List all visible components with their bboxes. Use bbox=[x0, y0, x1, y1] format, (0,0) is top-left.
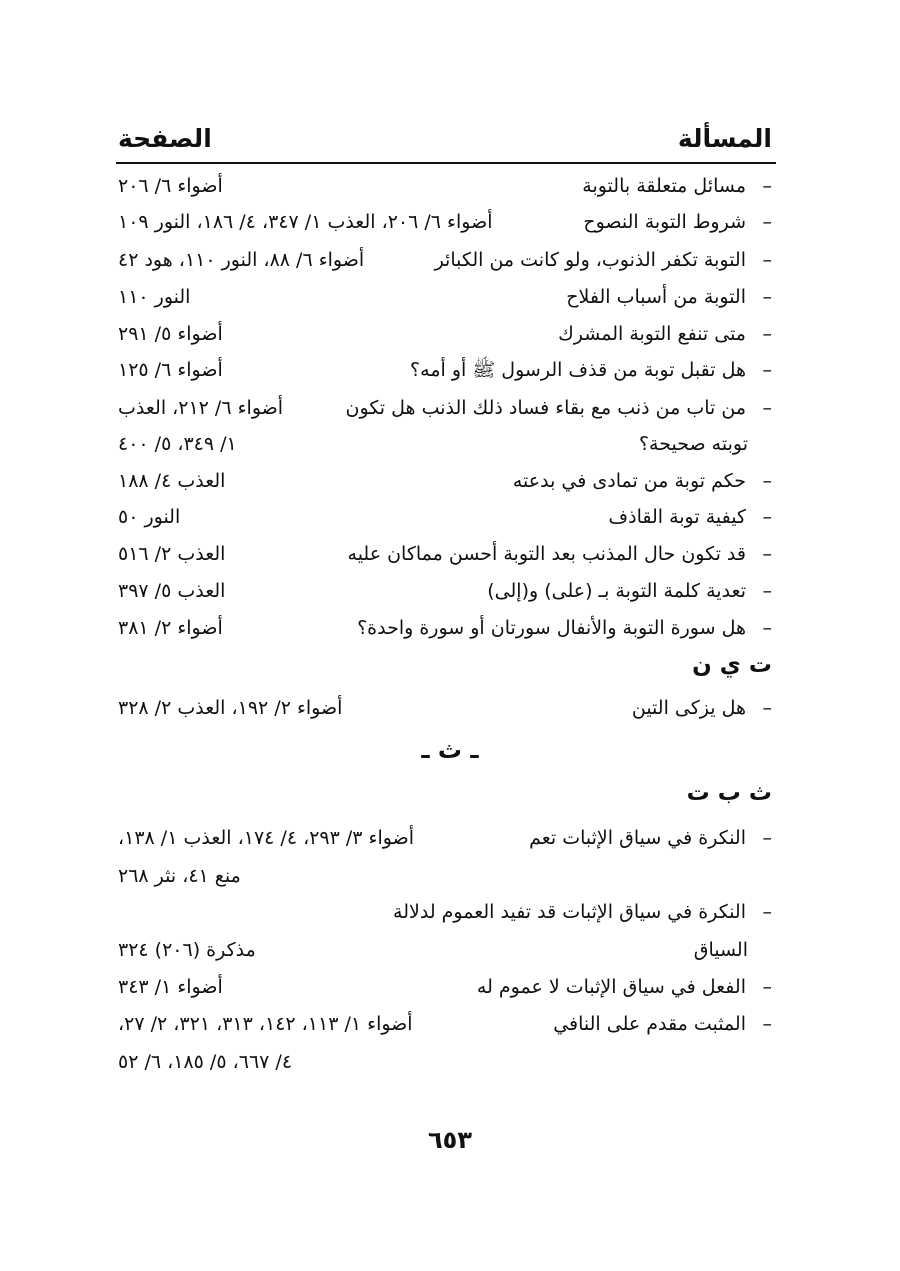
entry-question: –هل سورة التوبة والأنفال سورتان أو سورة واحدة؟ bbox=[357, 617, 772, 639]
entry-reference: أضواء ٦/ ٨٨، النور ١١٠، هود ٤٢ bbox=[118, 249, 365, 271]
section-heading-tin: ت ي ن bbox=[692, 652, 772, 678]
entry-question: –هل تقبل توبة من قذف الرسول ﷺ أو أمه؟ bbox=[410, 359, 772, 381]
entry-question-continuation: توبته صحيحة؟ bbox=[638, 433, 748, 455]
entry-reference: النور ٥٠ bbox=[118, 506, 181, 528]
entry-reference: أضواء ٥/ ٢٩١ bbox=[118, 323, 223, 345]
entry-question: –التوبة تكفر الذنوب، ولو كانت من الكبائر bbox=[434, 249, 772, 271]
entry-reference: أضواء ١/ ٣٤٣ bbox=[118, 976, 223, 998]
entry-reference: أضواء ٦/ ٢١٢، العذب bbox=[118, 397, 284, 419]
entry-reference: العذب ٤/ ١٨٨ bbox=[118, 470, 226, 492]
entry-question: –النكرة في سياق الإثبات قد تفيد العموم لدلالة bbox=[393, 901, 772, 923]
entry-reference: العذب ٢/ ٥١٦ bbox=[118, 543, 226, 565]
entry-reference: أضواء ٦/ ٢٠٦ bbox=[118, 175, 223, 197]
page-number: ٦٥٣ bbox=[428, 1126, 472, 1154]
entry-question: –النكرة في سياق الإثبات تعم bbox=[529, 827, 772, 849]
entry-reference: أضواء ٢/ ٣٨١ bbox=[118, 617, 223, 639]
entry-question-continuation: السياق bbox=[693, 939, 748, 961]
section-heading-thbt: ث ب ت bbox=[686, 780, 772, 806]
entry-question: –حكم توبة من تمادى في بدعته bbox=[512, 470, 772, 492]
entry-reference: العذب ٥/ ٣٩٧ bbox=[118, 580, 226, 602]
entry-reference-continuation: منع ٤١، نثر ٢٦٨ bbox=[118, 865, 241, 887]
entry-reference: أضواء ٦/ ١٢٥ bbox=[118, 359, 223, 381]
entry-question: –الفعل في سياق الإثبات لا عموم له bbox=[476, 976, 772, 998]
header-issue-title: المسألة bbox=[677, 124, 772, 153]
entry-question: –التوبة من أسباب الفلاح bbox=[566, 286, 772, 308]
entry-reference: أضواء ٦/ ٢٠٦، العذب ١/ ٣٤٧، ٤/ ١٨٦، النور ١٠٩ bbox=[118, 211, 493, 233]
header-rule bbox=[116, 162, 776, 164]
entry-question: –هل يزكى التين bbox=[631, 697, 772, 719]
entry-question: –المثبت مقدم على النافي bbox=[553, 1013, 772, 1035]
entry-question: –قد تكون حال المذنب بعد التوبة أحسن مماكان عليه bbox=[347, 543, 772, 565]
entry-reference-continuation: ١/ ٣٤٩، ٥/ ٤٠٠ bbox=[118, 433, 237, 455]
letter-divider: ـ ث ـ bbox=[421, 736, 479, 764]
entry-question: –متى تنفع التوبة المشرك bbox=[558, 323, 772, 345]
entry-reference: مذكرة (٢٠٦) ٣٢٤ bbox=[118, 939, 256, 961]
entry-question: –شروط التوبة النصوح bbox=[583, 211, 772, 233]
entry-reference: أضواء ٣/ ٢٩٣، ٤/ ١٧٤، العذب ١/ ١٣٨، bbox=[118, 827, 414, 849]
entry-question: –مسائل متعلقة بالتوبة bbox=[582, 175, 772, 197]
entry-reference: أضواء ٢/ ١٩٢، العذب ٢/ ٣٢٨ bbox=[118, 697, 343, 719]
entry-question: –من تاب من ذنب مع بقاء فساد ذلك الذنب هل تكون bbox=[345, 397, 772, 419]
entry-question: –كيفية توبة القاذف bbox=[608, 506, 772, 528]
entry-reference: النور ١١٠ bbox=[118, 286, 191, 308]
entry-reference-continuation: ٤/ ٦٦٧، ٥/ ١٨٥، ٦/ ٥٢ bbox=[118, 1051, 293, 1073]
header-page-title: الصفحة bbox=[118, 124, 212, 153]
entry-reference: أضواء ١/ ١١٣، ١٤٢، ٣١٣، ٣٢١، ٢/ ٢٧، bbox=[118, 1013, 413, 1035]
entry-question: –تعدية كلمة التوبة بـ (على) و(إلى) bbox=[487, 580, 772, 602]
